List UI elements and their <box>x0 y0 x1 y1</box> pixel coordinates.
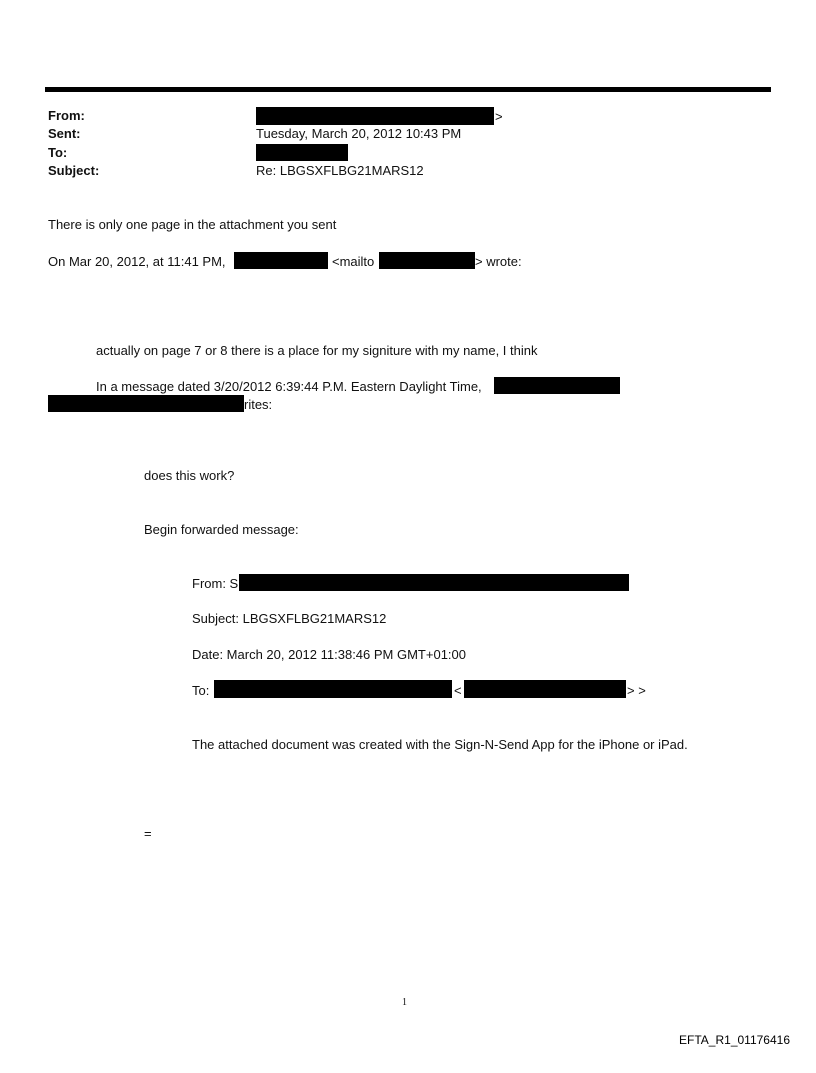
quote2-question: does this work? <box>144 468 235 483</box>
quote1-dated-line: In a message dated 3/20/2012 6:39:44 P.M. Eastern Daylight Time, <box>96 379 482 394</box>
quote1-text: actually on page 7 or 8 there is a place for my signiture with my name, I think <box>96 343 538 358</box>
redaction-reply-name <box>234 252 328 269</box>
header-rule <box>45 87 771 92</box>
from-label: From: <box>48 108 85 123</box>
redaction-forwarded-from <box>239 574 629 591</box>
quote1-writes-tail: rites: <box>244 397 273 412</box>
redaction-reply-email <box>379 252 475 269</box>
redaction-forwarded-to-email <box>464 680 626 698</box>
forwarded-to-gt: > > <box>627 683 646 698</box>
from-suffix: > <box>495 109 503 124</box>
document-id: EFTA_R1_01176416 <box>679 1033 790 1047</box>
sent-label: Sent: <box>48 126 81 141</box>
to-label: To: <box>48 145 68 160</box>
subject-label: Subject: <box>48 163 100 178</box>
reply-mailto: <mailto <box>332 254 375 269</box>
equals-sign: = <box>144 826 152 841</box>
subject-value: Re: LBGSXFLBG21MARS12 <box>256 163 424 178</box>
reply-suffix: > wrote: <box>475 254 522 269</box>
reply-prefix: On Mar 20, 2012, at 11:41 PM, <box>48 254 226 269</box>
forwarded-to-label: To: <box>192 683 210 698</box>
forwarded-to-lt: < <box>454 683 462 698</box>
forwarded-note: The attached document was created with the Sign-N-Send App for the iPhone or iPad. <box>192 737 688 752</box>
redaction-quote1-sender-email <box>48 395 244 412</box>
redaction-to <box>256 144 348 161</box>
redaction-from <box>256 107 494 125</box>
forwarded-subject: Subject: LBGSXFLBG21MARS12 <box>192 611 387 626</box>
page-number: 1 <box>402 997 407 1008</box>
body-line-1: There is only one page in the attachment you sent <box>48 217 337 232</box>
redaction-quote1-sender <box>494 377 620 394</box>
forwarded-date: Date: March 20, 2012 11:38:46 PM GMT+01:00 <box>192 647 466 662</box>
begin-forwarded: Begin forwarded message: <box>144 522 299 537</box>
redaction-forwarded-to-name <box>214 680 452 698</box>
forwarded-from: From: S <box>192 576 239 591</box>
sent-value: Tuesday, March 20, 2012 10:43 PM <box>256 126 462 141</box>
